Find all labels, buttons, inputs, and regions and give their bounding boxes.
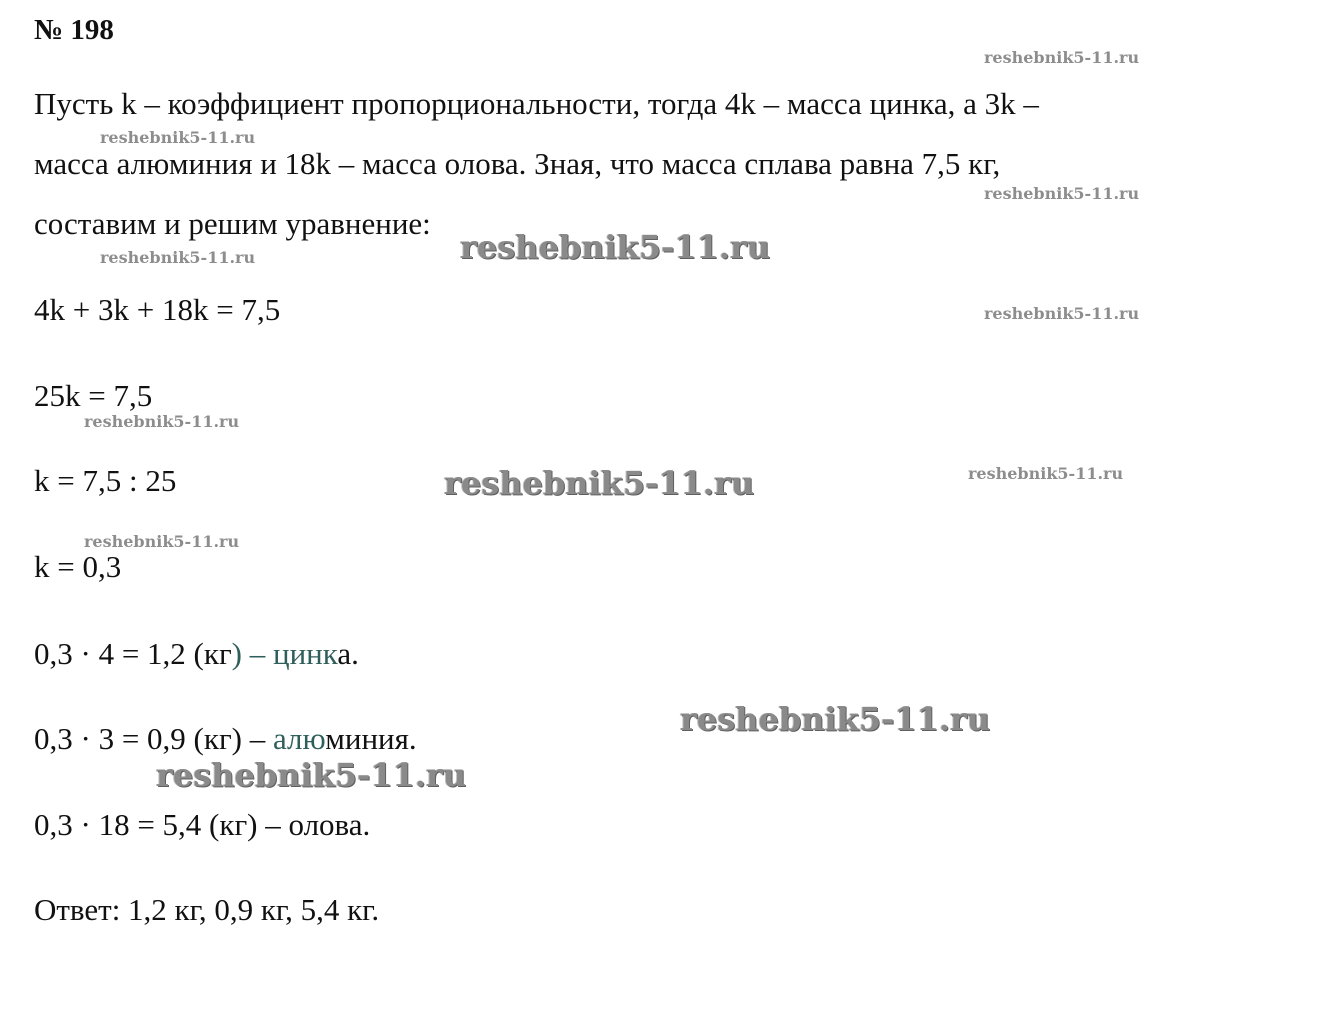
answer: Ответ: 1,2 кг, 0,9 кг, 5,4 кг. xyxy=(34,892,380,927)
watermark: reshebnik5-11.ru xyxy=(156,756,467,794)
text-line-1: Пусть k – коэффициент пропорциональности, тогда 4k – масса цинка, а 3k – xyxy=(34,86,1039,121)
watermark: reshebnik5-11.ru xyxy=(984,304,1140,323)
equation-2: 25k = 7,5 xyxy=(34,378,153,413)
watermark: reshebnik5-11.ru xyxy=(100,248,256,267)
result-zinc xyxy=(34,636,359,672)
watermark: reshebnik5-11.ru xyxy=(968,464,1124,483)
text-line-3: составим и решим уравнение: xyxy=(34,206,431,241)
result-aluminium-end: миния. xyxy=(325,721,417,756)
watermark: reshebnik5-11.ru xyxy=(444,464,755,502)
equation-1: 4k + 3k + 18k = 7,5 xyxy=(34,292,281,327)
watermark: reshebnik5-11.ru xyxy=(84,532,240,551)
watermark: reshebnik5-11.ru xyxy=(84,412,240,431)
watermark: reshebnik5-11.ru xyxy=(100,128,256,147)
watermark: reshebnik5-11.ru xyxy=(460,228,771,266)
result-zinc-end: а. xyxy=(337,636,359,671)
watermark: reshebnik5-11.ru xyxy=(984,184,1140,203)
result-zinc-teal: ) – цинк xyxy=(231,636,338,671)
problem-number: № 198 xyxy=(34,14,114,46)
result-aluminium xyxy=(34,721,417,757)
result-tin: 0,3 · 18 = 5,4 (кг) – олова. xyxy=(34,807,371,842)
result-zinc-main: 0,3 · 4 = 1,2 (кг xyxy=(34,636,232,671)
equation-3: k = 7,5 : 25 xyxy=(34,463,177,498)
watermark: reshebnik5-11.ru xyxy=(984,48,1140,67)
text-line-2: масса алюминия и 18k – масса олова. Зная, что масса сплава равна 7,5 кг, xyxy=(34,146,1001,181)
equation-4: k = 0,3 xyxy=(34,549,122,584)
result-aluminium-teal: алю xyxy=(272,721,326,756)
watermark: reshebnik5-11.ru xyxy=(680,700,991,738)
result-aluminium-main: 0,3 · 3 = 0,9 (кг) – xyxy=(34,721,273,756)
